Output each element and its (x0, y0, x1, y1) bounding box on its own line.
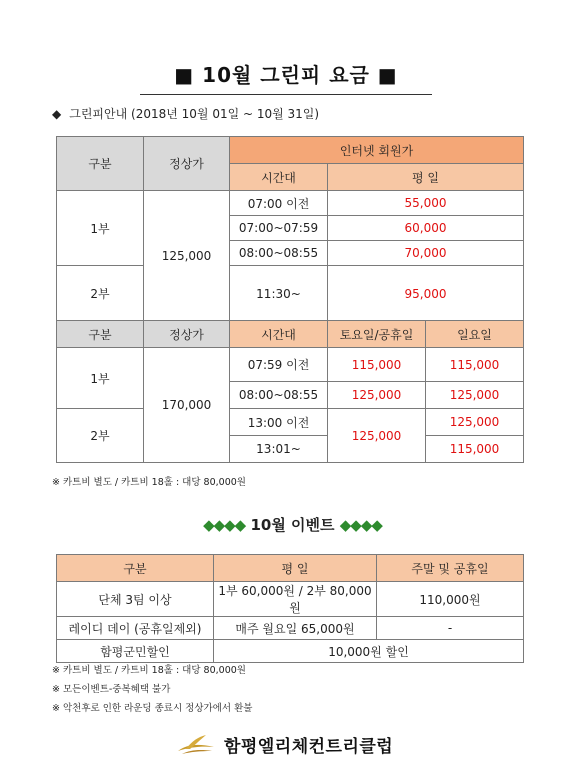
saturday-price-cell: 115,000 (328, 348, 426, 382)
header-gubun: 구분 (57, 555, 214, 582)
event-label: 함평군민할인 (57, 640, 214, 663)
time-cell: 08:00~08:55 (230, 382, 328, 409)
price-cell: 60,000 (328, 216, 524, 241)
price-cell: 95,000 (328, 266, 524, 322)
time-cell: 13:01~ (230, 436, 328, 463)
header-weekday: 평 일 (214, 555, 377, 582)
sunday-price-cell: 125,000 (426, 409, 524, 436)
event-label: 레이디 데이 (공휴일제외) (57, 617, 214, 640)
time-cell: 11:30~ (230, 266, 328, 322)
golden-wing-logo-icon (176, 731, 216, 757)
time-cell: 07:59 이전 (230, 348, 328, 382)
cart-fee-note: ※ 카트비 별도 / 카트비 18홀 : 대당 80,000원 (52, 477, 246, 488)
weekend-regular-price: 170,000 (144, 348, 230, 463)
weekend-fee-table (56, 320, 524, 463)
diamond-icons-right: ◆◆◆◆ (339, 516, 382, 534)
header-saturday-holiday: 토요일/공휴일 (328, 321, 426, 348)
header-weekday: 평 일 (328, 164, 524, 191)
event-weekday-value: 매주 월요일 65,000원 (214, 617, 377, 640)
green-fee-info-subtitle (52, 105, 319, 122)
sunday-price-cell: 125,000 (426, 382, 524, 409)
event-title-text: 10월 이벤트 (250, 516, 335, 534)
saturday-price-cell: 125,000 (328, 382, 426, 409)
local-discount-value: 10,000원 할인 (214, 640, 524, 663)
event-title (0, 514, 585, 535)
saturday-price-cell: 125,000 (328, 409, 426, 463)
header-internet-member: 인터넷 회원가 (230, 137, 524, 164)
page-title: ■ 10월 그린피 요금 ■ (174, 63, 398, 87)
header-time: 시간대 (230, 321, 328, 348)
part-1-label: 1부 (57, 348, 144, 409)
header-time: 시간대 (230, 164, 328, 191)
club-name: 함평엘리체컨트리클럽 (224, 736, 394, 757)
header-regular-price: 정상가 (144, 137, 230, 191)
note-item: ※ 카트비 별도 / 카트비 18홀 : 대당 80,000원 (52, 665, 246, 676)
event-weekday-value: 1부 60,000원 / 2부 80,000원 (214, 582, 377, 617)
price-cell: 55,000 (328, 191, 524, 216)
header-regular-price: 정상가 (144, 321, 230, 348)
header-gubun: 구분 (57, 321, 144, 348)
part-2-label: 2부 (57, 266, 144, 322)
weekday-fee-table (56, 136, 524, 322)
subtitle-text: 그린피안내 (2018년 10월 01일 ~ 10월 31일) (69, 107, 320, 121)
header-weekend-holiday: 주말 및 공휴일 (377, 555, 524, 582)
sunday-price-cell: 115,000 (426, 436, 524, 463)
price-cell: 70,000 (328, 241, 524, 266)
diamond-icons-left: ◆◆◆◆ (203, 516, 246, 534)
header-gubun: 구분 (57, 137, 144, 191)
time-cell: 13:00 이전 (230, 409, 328, 436)
time-cell: 07:00 이전 (230, 191, 328, 216)
event-weekend-value: 110,000원 (377, 582, 524, 617)
page-title-wrap (140, 59, 432, 95)
sunday-price-cell: 115,000 (426, 348, 524, 382)
event-weekend-value: - (377, 617, 524, 640)
header-sunday: 일요일 (426, 321, 524, 348)
part-2-label: 2부 (57, 409, 144, 463)
club-logo (176, 728, 393, 760)
event-label: 단체 3팀 이상 (57, 582, 214, 617)
diamond-icon: ◆ (52, 107, 62, 121)
part-1-label: 1부 (57, 191, 144, 266)
note-item: ※ 모든이벤트-중복혜택 불가 (52, 684, 171, 695)
note-item: ※ 악천후로 인한 라운딩 종료시 정상가에서 환불 (52, 703, 253, 714)
part-1-2-regular-price: 125,000 (144, 191, 230, 322)
event-table (56, 554, 524, 663)
time-cell: 08:00~08:55 (230, 241, 328, 266)
time-cell: 07:00~07:59 (230, 216, 328, 241)
